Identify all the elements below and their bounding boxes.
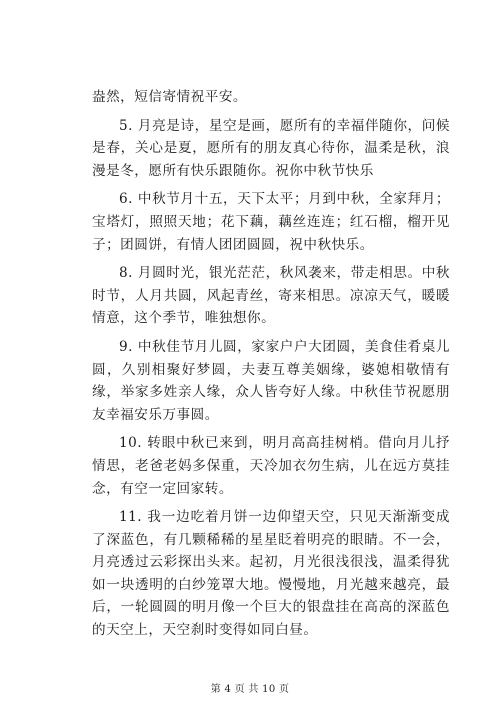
page-number-footer: 第 4 页 共 10 页 xyxy=(210,684,290,695)
paragraph-item-8: 8. 月圆时光，银光茫茫，秋风袭来，带走相思。中秋时节，人月共圆，风起青丝，寄来相思。凉凉天气，暖暖情意，这个季节，唯独想你。 xyxy=(92,265,450,327)
paragraph-item-5: 5. 月亮是诗，星空是画，愿所有的幸福伴随你，问候是春，关心是夏，愿所有的朋友真心待你，温柔是秋，浪漫是冬，愿所有快乐跟随你。祝你中秋节快乐 xyxy=(92,117,450,179)
paragraph-continuation: 盎然，短信寄情祝平安。 xyxy=(92,89,248,105)
paragraph-item-9: 9. 中秋佳节月儿圆，家家户户大团圆，美食佳肴桌儿圆，久别相聚好梦圆，夫妻互尊美姻缘，婆媳相敬情有缘，举家多姓亲人缘，众人皆夸好人缘。中秋佳节祝愿朋友幸福安乐万事圆。 xyxy=(92,338,450,423)
paragraph-item-11: 11. 我一边吃着月饼一边仰望天空，只见天渐渐变成了深蓝色，有几颗稀稀的星星眨着明亮的眼睛。不一会，月亮透过云彩探出头来。起初，月光很浅很浅，温柔得犹如一块透明的白纱笼罩大地。慢慢地，月光越来越亮，最后，一轮圆圆的明月像一个巨大的银盘挂在高高的深蓝色的天空上，天空刹时变得如同白昼。 xyxy=(92,509,450,639)
paragraph-item-10: 10. 转眼中秋已来到，明月高高挂树梢。借向月儿抒情思，老爸老妈多保重，天冷加衣勿生病，儿在远方莫挂念，有空一定回家转。 xyxy=(92,435,450,497)
page-body xyxy=(92,86,450,642)
paragraph-item-6: 6. 中秋节月十五，天下太平；月到中秋，全家拜月；宝塔灯，照照天地；花下藕，藕丝连连；红石榴，榴开见子；团圆饼，有情人团团圆圆，祝中秋快乐。 xyxy=(92,191,450,253)
